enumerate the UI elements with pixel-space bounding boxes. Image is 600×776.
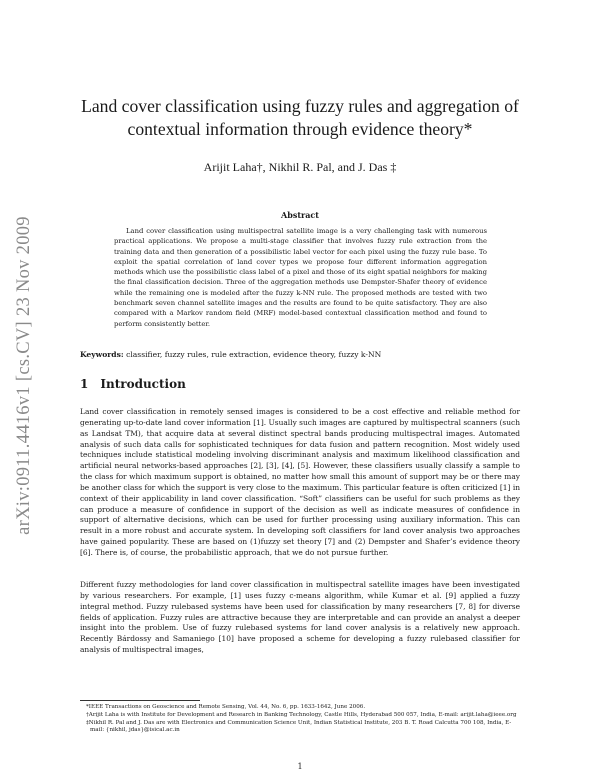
keywords-text: classifier, fuzzy rules, rule extraction, evidence theory, fuzzy k-NN <box>126 350 382 359</box>
footnote-author-laha: †Arijit Laha is with Institute for Development and Research in Banking Technology, Castle Hills, Hyderabad 500 057, India, E-mail: arijit.laha@ieee.org <box>86 711 517 718</box>
section-title: Introduction <box>100 377 186 391</box>
keywords-line <box>80 350 520 360</box>
footnote-authors-pal-das: ‡Nikhil R. Pal and J. Das are with Electronics and Communication Science Unit, Indian Statistical Institute, 203 B. T. Road Calcutta 700 108, India, E-mail: {nikhil, jdas}@isical.ac.in <box>86 719 512 734</box>
paper-title: Land cover classification using fuzzy rules and aggregation of contextual information through evidence theory* <box>81 96 519 139</box>
page-number: 1 <box>297 762 303 771</box>
arxiv-side-label <box>4 195 44 555</box>
abstract-text: Land cover classification using multispectral satellite image is a very challenging task with numerous practical applications. We propose a multi-stage classifier that involves fuzzy rule extraction from the training data and then generation of a possibilistic label vector for each pixel using the fuzzy rule base. To exploit the spatial correlation of land cover types we propose four different information aggregation methods which use the possibilistic class label of a pixel and those of its eight spatial neighbors for making the final classification decision. Three of the aggregation methods use Dempster-Shafer theory of evidence while the remaining one is modeled after the fuzzy k-NN rule. The proposed methods are tested with two benchmark seven channel satellite images and the results are found to be quite satisfactory. They are also compared with a Markov random field (MRF) model-based contextual classification method and found to perform consistently better. <box>114 227 487 328</box>
intro-paragraph-1: Land cover classification in remotely sensed images is considered to be a cost effective and reliable method for generating up-to-date land cover information [1]. Usually such images are captured by multispectral scanners (such as Landsat TM), that acquire data at several distinct spectral bands producing multispectral images. Automated analysis of such data calls for sophisticated techniques for data fusion and pattern recognition. Most widely used techniques include statistical modeling involving discriminant analysis and maximum likelihood classification and artificial neural networks-based approaches [2], [3], [4], [5]. However, these classifiers usually classify a sample to the class for which maximum support is obtained, no matter how small this amount of support may be or there may be another class for which the support is very close to the maximum. This particular feature is often criticized [1] in context of their applicability in land cover classification. “Soft” classifiers can be useful for such problems as they can produce a measure of confidence in support of the decision as well as indicate measures of confidence in support of alternative decisions, which can be used for further processing using auxiliary information. This can result in a more robust and accurate system. In developing soft classifiers for land cover analysis two approaches have gained popularity. These are based on (1)fuzzy set theory [7] and (2) Dempster and Shafer’s evidence theory [6]. There is, of course, the probabilistic approach, that we do not pursue further. <box>80 407 520 557</box>
footnotes <box>80 700 520 735</box>
author-list: Arijit Laha†, Nikhil R. Pal, and J. Das ‡ <box>203 160 397 174</box>
section-number: 1 <box>80 377 89 391</box>
abstract-heading: Abstract <box>281 210 319 220</box>
keywords-label: Keywords: <box>80 350 124 359</box>
arxiv-id-text: arXiv:0911.4416v1 [cs.CV] 23 Nov 2009 <box>13 215 34 535</box>
intro-paragraph-2: Different fuzzy methodologies for land cover classification in multispectral satellite images have been investigated by various researchers. For example, [1] uses fuzzy c-means algorithm, while Kumar et al. [9] applied a fuzzy integral method. Fuzzy rulebased systems have been used for classification by many researchers [7, 8] for diverse fields of application. Fuzzy rules are attractive because they are interpretable and can provide an analyst a deeper insight into the problem. Use of fuzzy rulebased systems for land cover analysis is a relatively new approach. Recently Bárdossy and Samaniego [10] have proposed a scheme for developing a fuzzy rulebased classifier for analysis of multispectral images, <box>80 580 520 655</box>
footnote-rule <box>80 700 200 701</box>
section-heading <box>80 377 186 391</box>
footnote-journal: *IEEE Transactions on Geoscience and Remote Sensing, Vol. 44, No. 6, pp. 1633-1642, June 2006. <box>86 704 366 710</box>
